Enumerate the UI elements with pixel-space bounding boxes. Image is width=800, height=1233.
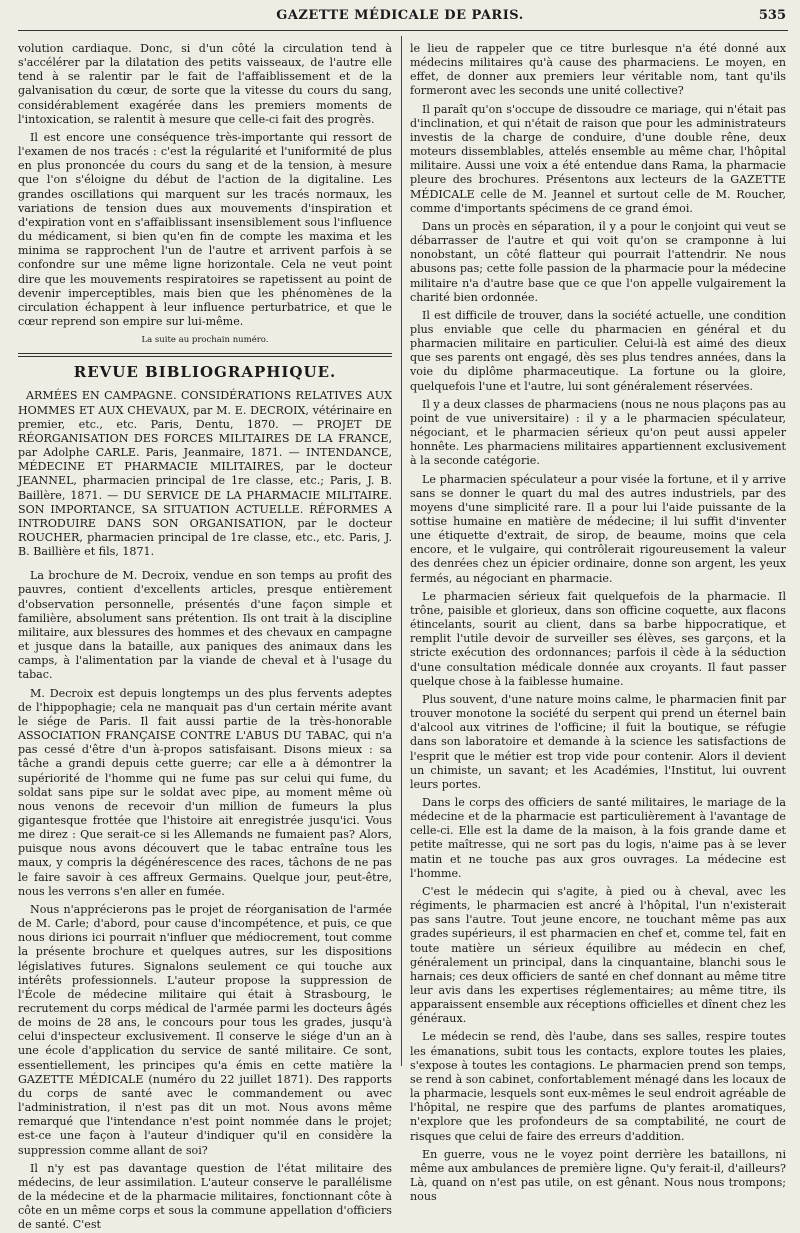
bibliography-entry: ARMÉES EN CAMPAGNE. CONSIDÉRATIONS RELATIVES AUX HOMMES ET AUX CHEVAUX, par M. E. DECROIX, vétérinaire en premier, etc., etc. Paris, Dentu, 1870. — PROJET DE RÉORGANISATION DES FORCES MILITAIRES DE LA FRANCE, par Adolphe CARLE. Paris, Jeanmaire, 1871. — INTENDANCE, MÉDECINE ET PHARMACIE MILITAIRES, par le docteur JEANNEL, pharmacien principal de 1re classe, etc.; Paris, J. B. Baillère, 1871. — DU SERVICE DE LA PHARMACIE MILITAIRE. SON IMPORTANCE, SA SITUATION ACTUELLE. RÉFORMES A INTRODUIRE DANS SON ORGANISATION, par le docteur ROUCHER, pharmacien principal de 1re classe, etc., etc. Paris, J. B. Baillière et fils, 1871. — [18, 389, 392, 559]
paragraph: Le médecin se rend, dès l'aube, dans ses salles, respire toutes les émanations, subit tous les contacts, explore toutes les plaies, s'expose à toutes les contagions. Le pharmacien prend son temps, se rend à son cabinet, confortablement ménagé dans les locaux de la pharmacie, lesquels sont eux-mêmes le seul endroit agréable de l'hôpital, ne respire que des parfums de plantes aromatiques, n'explore que les profondeurs de sa comptabilité, ne court de risques que celui de faire des erreurs d'addition. — [410, 1030, 786, 1143]
paragraph: Dans le corps des officiers de santé militaires, le mariage de la médecine et de la pharmacie est particulièrement à l'avantage de celle-ci. Elle est la dame de la maison, à la fois grande dame et petite maîtresse, qui ne sort pas du logis, n'aime pas à se lever matin et ne touche pas aux gros ouvrages. La médecine est l'homme. — [410, 795, 786, 880]
paragraph: Il paraît qu'on s'occupe de dissoudre ce mariage, qui n'était pas d'inclination, et qui n'était de raison que pour les administrateurs investis de la charge de conduire, d'une double rêne, deux moteurs dissemblables, attelés ensemble au même char, l'hôpital militaire. Aussi une voix a été entendue dans Rama, la pharmacie pleure des brochures. Présentons aux lecteurs de la GAZETTE MÉDICALE celle de M. Jeannel et surtout celle de M. Roucher, comme d'importants spécimens de ce grand émoi. — [410, 102, 786, 215]
paragraph: Dans un procès en séparation, il y a pour le conjoint qui veut se débarrasser de l'autre et qui voit qu'on se cramponne à lui nonobstant, un côté flatteur qui pourrait l'attendrir. Ne nous abusons pas; cette folle passion de la pharmacie pour la médecine militaire n'a d'autre base que ce que l'on appelle vulgairement la charité bien ordonnée. — [410, 219, 786, 304]
page-number: 535 — [758, 8, 786, 23]
header-rule — [18, 30, 788, 31]
paragraph: Il y a deux classes de pharmaciens (nous ne nous plaçons pas au point de vue universitaire) : il y a le pharmacien spéculateur, négociant, et le pharmacien sérieux qu'on peut aussi appeler honnête. Les pharmaciens militaires appartiennent exclusivement à la seconde catégorie. — [410, 397, 786, 468]
section-rule — [18, 353, 392, 354]
section-rule — [18, 356, 392, 357]
paragraph: Il est difficile de trouver, dans la société actuelle, une condition plus enviable que celle du pharmacien en général et du pharmacien militaire en particulier. Celui-là est aimé des dieux que ses parents ont engagé, dès ses plus tendres années, dans la voie du diplôme pharmaceutique. La fortune ou la gloire, quelquefois l'une et l'autre, lui sont généralement réservées. — [410, 308, 786, 393]
page-header — [0, 8, 800, 28]
paragraph: Il est encore une conséquence très-importante qui ressort de l'examen de nos tracés : c'est la régularité et l'uniformité de plus en plus prononcée du cours du sang et de la tension, à mesure que l'on s'éloigne du début de l'action de la digitaline. Les grandes oscillations qui marquent sur les tracés normaux, les variations de tension dues aux mouvements d'inspiration et d'expiration vont en s'affaiblissant insensiblement sous l'influence du médicament, si bien qu'en fin de compte les maxima et les minima se rapprochent l'un de l'autre et arrivent parfois à se confondre sur une même ligne horizontale. Cela ne veut point dire que les mouvements respiratoires se rapetissent au point de devenir imperceptibles, mais bien que les phénomènes de la circulation échappent à leur influence perturbatrice, et que le cœur reprend son empire sur lui-même. — [18, 130, 392, 328]
journal-title: GAZETTE MÉDICALE DE PARIS. — [276, 8, 524, 23]
column-divider — [401, 36, 402, 1066]
paragraph: Nous n'apprécierons pas le projet de réorganisation de l'armée de M. Carle; d'abord, pour cause d'incompétence, et puis, ce que nous dirions ici pourrait n'influer que médiocrement, tout comme la présente brochure et quelques autres, sur les dispositions législatives futures. Signalons seulement ce qui touche aux intérêts professionnels. L'auteur propose la suppression de l'École de médecine militaire qui était à Strasbourg, le recrutement du corps médical de l'armée parmi les docteurs âgés de moins de 28 ans, le concours pour tous les grades, jusqu'à celui d'inspecteur exclusivement. Il conserve le siége d'un an à une école d'application du service de santé militaire. Ce sont, essentiellement, les principes qu'a émis en cette matière la GAZETTE MÉDICALE (numéro du 22 juillet 1871). Des rapports du corps de santé avec le commandement ou avec l'administration, il n'est pas dit un mot. Nous avons même remarqué que l'intendance n'est point nommée dans le projet; est-ce une façon à l'auteur d'indiquer qu'il en considère la suppression comme allant de soi? — [18, 902, 392, 1157]
paragraph: Le pharmacien spéculateur a pour visée la fortune, et il y arrive sans se donner le quart du mal des autres industriels, par des moyens d'une simplicité rare. Il a pour lui l'aide puissante de la sottise humaine en matière de médecine; il lui suffit d'inventer une étiquette d'extrait, de sirop, de beaume, moins que cela encore, et le vulgaire, qui contrôlerait rigoureusement la valeur des denrées chez un épicier ordinaire, donne son argent, les yeux fermés, au négociant en pharmacie. — [410, 472, 786, 585]
paragraph: En guerre, vous ne le voyez point derrière les bataillons, ni même aux ambulances de première ligne. Qu'y ferait-il, d'ailleurs? Là, quand on n'est pas utile, on est gênant. Nous nous trompons; nous — [410, 1147, 786, 1204]
section-title: REVUE BIBLIOGRAPHIQUE. — [73, 363, 337, 382]
paragraph: volution cardiaque. Donc, si d'un côté la circulation tend à s'accélérer par la dilatation des petits vaisseaux, de l'autre elle tend à se ralentir par le fait de l'affaiblissement et de la galvanisation du cœur, de sorte que la vitesse du cours du sang, considérablement exagérée dans les premiers moments de l'intoxication, se ralentit à mesure que celle-ci fait des progrès. — [18, 42, 392, 126]
paragraph: M. Decroix est depuis longtemps un des plus fervents adeptes de l'hippophagie; cela ne manquait pas d'un certain mérite avant le siége de Paris. Il fait aussi partie de la très-honorable ASSOCIATION FRANÇAISE CONTRE L'ABUS DU TABAC, qui n'a pas cessé d'être d'un à-propos satisfaisant. Disons mieux : sa tâche a grandi depuis cette guerre; car elle a à démontrer la supériorité de l'homme qui ne fume pas sur celui qui fume, du soldat sans pipe sur le soldat avec pipe, au moment même où nous venons de recevoir d'un million de fumeurs la plus gigantesque frottée que l'histoire ait enregistrée jusqu'ici. Vous me direz : Que serait-ce si les Allemands ne fumaient pas? Alors, puisque nous avons découvert que le tabac entraîne tous les maux, y compris la dégénérescence des races, tâchons de ne pas le faire savoir à ces affreux Germains. Quelque jour, peut-être, nous les verrons s'en aller en fumée. — [18, 686, 392, 898]
continuation-note: La suite au prochain numéro. — [141, 335, 269, 346]
paragraph: Plus souvent, d'une nature moins calme, le pharmacien finit par trouver monotone la société du serpent qui prend un éternel bain d'alcool aux vitrines de l'officine; il fuit la boutique, se réfugie dans son laboratoire et demande à la science les satisfactions de l'esprit que le métier est trop vide pour contenir. Alors il devient un chimiste, un savant; et les Académies, l'Institut, lui ouvrent leurs portes. — [410, 692, 786, 791]
paragraph: le lieu de rappeler que ce titre burlesque n'a été donné aux médecins militaires qu'à cause des pharmaciens. Le moyen, en effet, de donner aux premiers leur véritable nom, tant qu'ils formeront avec les seconds une unité collective? — [410, 42, 786, 98]
paragraph: Il n'y est pas davantage question de l'état militaire des médecins, de leur assimilation. L'auteur conserve le parallélisme de la médecine et de la pharmacie militaires, fonctionnant côte à côte en un même corps et sous la commune appellation d'officiers de santé. C'est — [18, 1161, 392, 1232]
right-column — [410, 42, 787, 1204]
left-column — [18, 42, 392, 1232]
paragraph: Le pharmacien sérieux fait quelquefois de la pharmacie. Il trône, paisible et glorieux, dans son officine coquette, aux flacons étincelants, sourit au client, dans sa barbe hippocratique, et remplit l'utile devoir de surveiller ses élèves, ses garçons, et la stricte exécution des ordonnances; parfois il cède à la séduction d'une consultation médicale donnée aux croyants. Il faut passer quelque chose à la faiblesse humaine. — [410, 589, 786, 688]
paragraph: C'est le médecin qui s'agite, à pied ou à cheval, avec les régiments, le pharmacien est ancré à l'hôpital, l'un n'existerait pas sans l'autre. Tout jeune encore, ne touchant même pas aux grades supérieurs, il est pharmacien en chef et, comme tel, fait en toute matière un sérieux équilibre au médecin en chef, généralement un principal, dans la cinquantaine, blanchi sous le harnais; ces deux officiers de santé en chef donnant au même titre leur avis dans les expertises réglementaires; au même titre, ils apparaissent ensemble aux réceptions officielles et dînent chez les généraux. — [410, 884, 787, 1026]
paragraph: La brochure de M. Decroix, vendue en son temps au profit des pauvres, contient d'excellents articles, presque entièrement d'observation personnelle, présentés d'une façon simple et familière, absolument sans prétention. Ils ont trait à la discipline militaire, aux blessures des hommes et des chevaux en campagne et jusque dans la bataille, aux paniques des animaux dans les camps, à l'alimentation par la viande de cheval et à l'usage du tabac. — [18, 569, 392, 682]
